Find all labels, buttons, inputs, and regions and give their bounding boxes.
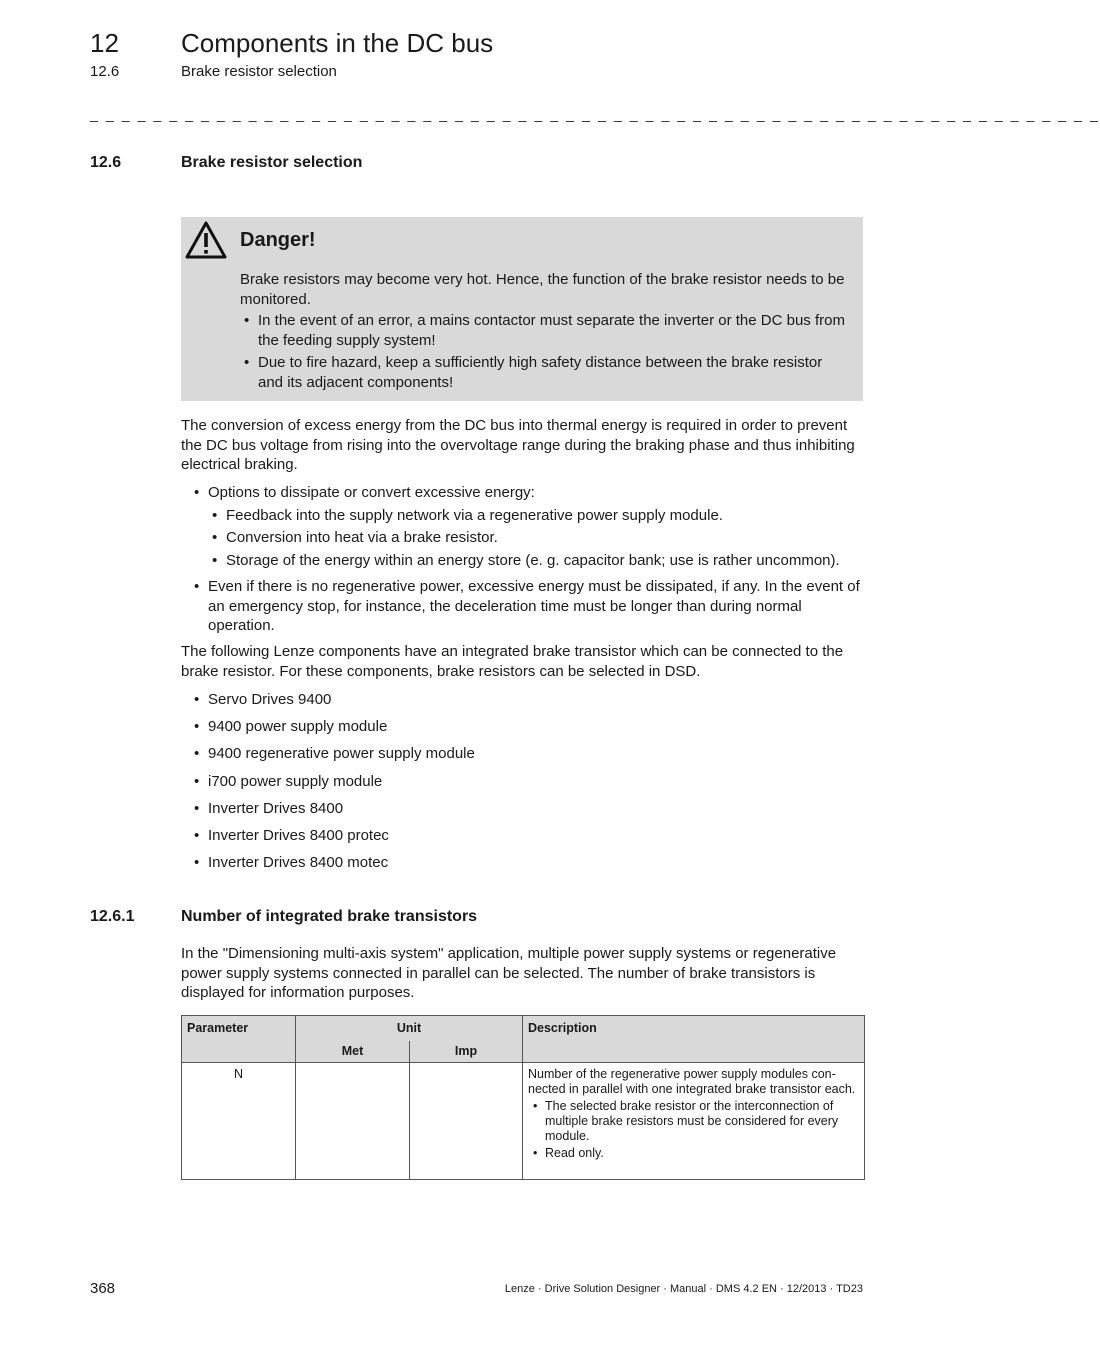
subsection-title: Number of integrated brake transistors <box>181 908 478 925</box>
page-number: 368 <box>90 1280 116 1297</box>
column-header-description: Description <box>523 1016 865 1063</box>
chapter-number: 12 <box>90 28 119 58</box>
parameter-table <box>181 1015 865 1180</box>
header-section-title: Brake resistor selection <box>181 63 337 80</box>
danger-bullet: • In the event of an error, a mains contactor must separate the inverter or the DC bus from the feeding supply system! <box>240 311 850 350</box>
section-title: Brake resistor selection <box>181 154 363 171</box>
options-intro: Options to dissipate or convert excessive energy: <box>208 484 535 501</box>
footer-text: Lenze · Drive Solution Designer · Manual · DMS 4.2 EN · 12/2013 · TD23 <box>504 1283 863 1295</box>
column-header-unit: Unit <box>296 1016 523 1042</box>
danger-content <box>240 270 850 392</box>
list-item: • The selected brake resistor or the interconnection of multiple brake resistors must be considered for every module. <box>528 1099 859 1144</box>
cell-parameter: N <box>182 1063 296 1180</box>
list-item: • i700 power supply module <box>190 772 790 792</box>
header-divider: _ _ _ _ _ _ _ _ _ _ _ _ _ _ _ _ _ _ _ _ _ _ _ _ _ _ _ _ _ _ _ _ _ _ _ _ _ _ _ _ _ _ _ _ _ _ _ _ _ _ _ _ _ _ _ _ _ _ _ _ _ _ _ _ <box>90 106 1100 122</box>
danger-bullet-list <box>240 311 850 392</box>
list-item: • Inverter Drives 8400 protec <box>190 826 790 846</box>
header-section-number: 12.6 <box>90 63 120 80</box>
options-sublist <box>208 506 865 571</box>
danger-bullet: • Due to fire hazard, keep a sufficiently high safety distance between the brake resistor and its adjacent components! <box>240 353 850 392</box>
description-text: Number of the regenerative power supply modules connected in parallel with one integrated brake transistor each. <box>528 1067 856 1096</box>
danger-intro: Brake resistors may become very hot. Hence, the function of the brake resistor needs to be monitored. <box>240 271 845 308</box>
intro-paragraph: The conversion of excess energy from the DC bus into thermal energy is required in order to prevent the DC bus voltage from rising into the overvoltage range during the braking phase and thus inhibiting electrical braking. <box>181 417 855 473</box>
list-item: • 9400 regenerative power supply module <box>190 744 790 764</box>
list-item: • Conversion into heat via a brake resistor. <box>208 528 865 548</box>
list-item: • Servo Drives 9400 <box>190 690 790 710</box>
warning-triangle-icon <box>184 220 228 260</box>
cell-description <box>523 1063 865 1180</box>
table-row <box>182 1063 865 1180</box>
chapter-title: Components in the DC bus <box>181 28 494 58</box>
subsection-number: 12.6.1 <box>90 908 135 925</box>
list-item: • Inverter Drives 8400 motec <box>190 853 790 873</box>
column-header-imp: Imp <box>410 1041 523 1063</box>
subsection-paragraph: In the "Dimensioning multi-axis system" application, multiple power supply systems or regenerative power supply systems connected in parallel can be selected. The number of brake transistors is displayed for information purposes. <box>181 945 837 1001</box>
list-item: • Even if there is no regenerative power, excessive energy must be dissipated, if any. In the event of an emergency stop, for instance, the deceleration time must be longer than during normal operation. <box>190 577 865 636</box>
components-paragraph: The following Lenze components have an integrated brake transistor which can be connected to the brake resistor. For these components, brake resistors can be selected in DSD. <box>181 643 844 680</box>
section-number: 12.6 <box>90 154 122 171</box>
options-list <box>190 483 865 643</box>
danger-title: Danger! <box>240 229 316 251</box>
column-header-met: Met <box>296 1041 410 1063</box>
list-item: • Storage of the energy within an energy store (e. g. capacitor bank; use is rather uncommon). <box>208 551 865 571</box>
list-item: • Read only. <box>528 1146 859 1161</box>
description-bullets <box>528 1099 859 1161</box>
cell-met <box>296 1063 410 1180</box>
list-item: • Feedback into the supply network via a regenerative power supply module. <box>208 506 865 526</box>
list-item: • Inverter Drives 8400 <box>190 799 790 819</box>
list-item: • 9400 power supply module <box>190 717 790 737</box>
cell-imp <box>410 1063 523 1180</box>
list-item <box>190 483 865 570</box>
column-header-parameter: Parameter <box>182 1016 296 1063</box>
device-list <box>190 690 790 880</box>
